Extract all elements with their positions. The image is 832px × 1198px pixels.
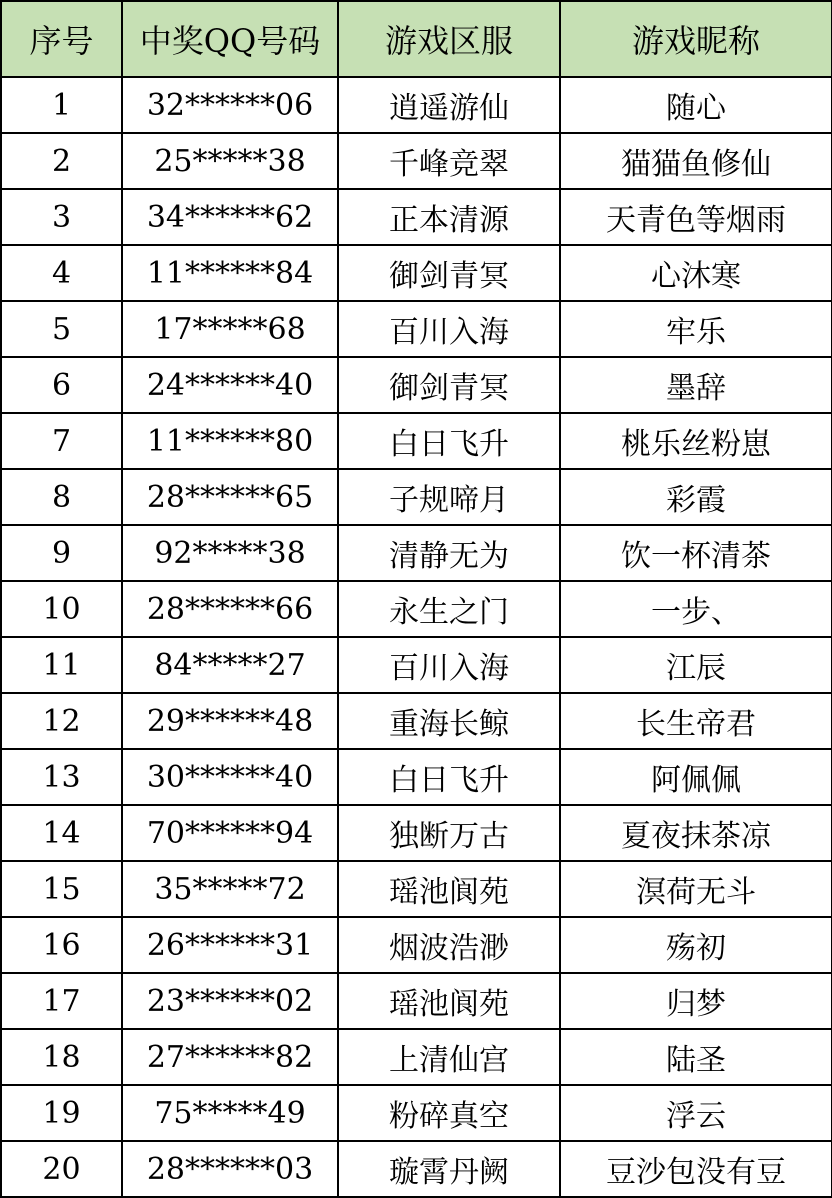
table-row (1, 1029, 832, 1085)
table-row (1, 133, 832, 189)
cell-game-server: 子规啼月 (338, 469, 560, 525)
table-row (1, 917, 832, 973)
cell-game-server: 正本清源 (338, 189, 560, 245)
cell-game-server: 千峰竞翠 (338, 133, 560, 189)
cell-game-server: 独断万古 (338, 805, 560, 861)
cell-game-server: 御剑青冥 (338, 245, 560, 301)
cell-game-server: 白日飞升 (338, 413, 560, 469)
cell-index: 11 (1, 637, 122, 693)
cell-game-nickname: 彩霞 (560, 469, 832, 525)
cell-qq-number: 25*****38 (122, 133, 338, 189)
cell-game-nickname: 牢乐 (560, 301, 832, 357)
cell-index: 15 (1, 861, 122, 917)
table-row (1, 413, 832, 469)
cell-qq-number: 23******02 (122, 973, 338, 1029)
cell-qq-number: 26******31 (122, 917, 338, 973)
cell-qq-number: 24******40 (122, 357, 338, 413)
cell-game-nickname: 阿佩佩 (560, 749, 832, 805)
cell-game-server: 御剑青冥 (338, 357, 560, 413)
header-row (1, 1, 832, 77)
cell-index: 5 (1, 301, 122, 357)
table-row (1, 693, 832, 749)
cell-index: 2 (1, 133, 122, 189)
cell-game-nickname: 天青色等烟雨 (560, 189, 832, 245)
table-row (1, 581, 832, 637)
cell-game-server: 烟波浩渺 (338, 917, 560, 973)
header-index: 序号 (1, 1, 122, 77)
cell-qq-number: 28******66 (122, 581, 338, 637)
cell-game-nickname: 饮一杯清茶 (560, 525, 832, 581)
cell-game-server: 百川入海 (338, 637, 560, 693)
cell-game-nickname: 随心 (560, 77, 832, 133)
cell-index: 20 (1, 1141, 122, 1197)
table-row (1, 525, 832, 581)
table-row (1, 973, 832, 1029)
table-row (1, 77, 832, 133)
cell-qq-number: 75*****49 (122, 1085, 338, 1141)
cell-index: 12 (1, 693, 122, 749)
table-row (1, 861, 832, 917)
table-row (1, 805, 832, 861)
cell-game-server: 百川入海 (338, 301, 560, 357)
cell-game-server: 清静无为 (338, 525, 560, 581)
cell-qq-number: 29******48 (122, 693, 338, 749)
cell-qq-number: 34******62 (122, 189, 338, 245)
cell-index: 18 (1, 1029, 122, 1085)
cell-index: 14 (1, 805, 122, 861)
cell-game-nickname: 溟荷无斗 (560, 861, 832, 917)
cell-index: 3 (1, 189, 122, 245)
cell-index: 6 (1, 357, 122, 413)
cell-game-nickname: 夏夜抹茶凉 (560, 805, 832, 861)
cell-index: 10 (1, 581, 122, 637)
cell-index: 9 (1, 525, 122, 581)
cell-game-server: 重海长鲸 (338, 693, 560, 749)
cell-game-server: 白日飞升 (338, 749, 560, 805)
cell-qq-number: 92*****38 (122, 525, 338, 581)
table-row (1, 357, 832, 413)
cell-index: 4 (1, 245, 122, 301)
cell-game-nickname: 猫猫鱼修仙 (560, 133, 832, 189)
cell-index: 1 (1, 77, 122, 133)
cell-game-nickname: 殇初 (560, 917, 832, 973)
header-qq-number: 中奖QQ号码 (122, 1, 338, 77)
cell-index: 19 (1, 1085, 122, 1141)
cell-index: 17 (1, 973, 122, 1029)
cell-qq-number: 32******06 (122, 77, 338, 133)
cell-qq-number: 30******40 (122, 749, 338, 805)
table-row (1, 637, 832, 693)
cell-game-server: 永生之门 (338, 581, 560, 637)
table-row (1, 469, 832, 525)
cell-game-nickname: 一步、 (560, 581, 832, 637)
table-row (1, 749, 832, 805)
cell-game-nickname: 心沐寒 (560, 245, 832, 301)
cell-game-nickname: 浮云 (560, 1085, 832, 1141)
cell-qq-number: 17*****68 (122, 301, 338, 357)
table-body (1, 77, 832, 1197)
header-game-nickname: 游戏昵称 (560, 1, 832, 77)
header-game-server: 游戏区服 (338, 1, 560, 77)
cell-game-server: 瑶池阆苑 (338, 861, 560, 917)
cell-qq-number: 11******80 (122, 413, 338, 469)
cell-index: 13 (1, 749, 122, 805)
cell-index: 16 (1, 917, 122, 973)
table-row (1, 1085, 832, 1141)
cell-index: 8 (1, 469, 122, 525)
cell-qq-number: 84*****27 (122, 637, 338, 693)
cell-qq-number: 35*****72 (122, 861, 338, 917)
cell-qq-number: 27******82 (122, 1029, 338, 1085)
table-row (1, 189, 832, 245)
cell-game-server: 逍遥游仙 (338, 77, 560, 133)
cell-game-nickname: 长生帝君 (560, 693, 832, 749)
cell-index: 7 (1, 413, 122, 469)
cell-game-nickname: 江辰 (560, 637, 832, 693)
cell-qq-number: 28******03 (122, 1141, 338, 1197)
table-row (1, 245, 832, 301)
cell-game-server: 璇霄丹阙 (338, 1141, 560, 1197)
table-row (1, 1141, 832, 1197)
table-row (1, 301, 832, 357)
cell-game-nickname: 墨辞 (560, 357, 832, 413)
cell-game-nickname: 归梦 (560, 973, 832, 1029)
cell-game-nickname: 陆圣 (560, 1029, 832, 1085)
cell-game-server: 粉碎真空 (338, 1085, 560, 1141)
cell-game-server: 瑶池阆苑 (338, 973, 560, 1029)
cell-qq-number: 70******94 (122, 805, 338, 861)
cell-game-server: 上清仙宫 (338, 1029, 560, 1085)
cell-qq-number: 11******84 (122, 245, 338, 301)
cell-game-nickname: 桃乐丝粉崽 (560, 413, 832, 469)
cell-game-nickname: 豆沙包没有豆 (560, 1141, 832, 1197)
cell-qq-number: 28******65 (122, 469, 338, 525)
